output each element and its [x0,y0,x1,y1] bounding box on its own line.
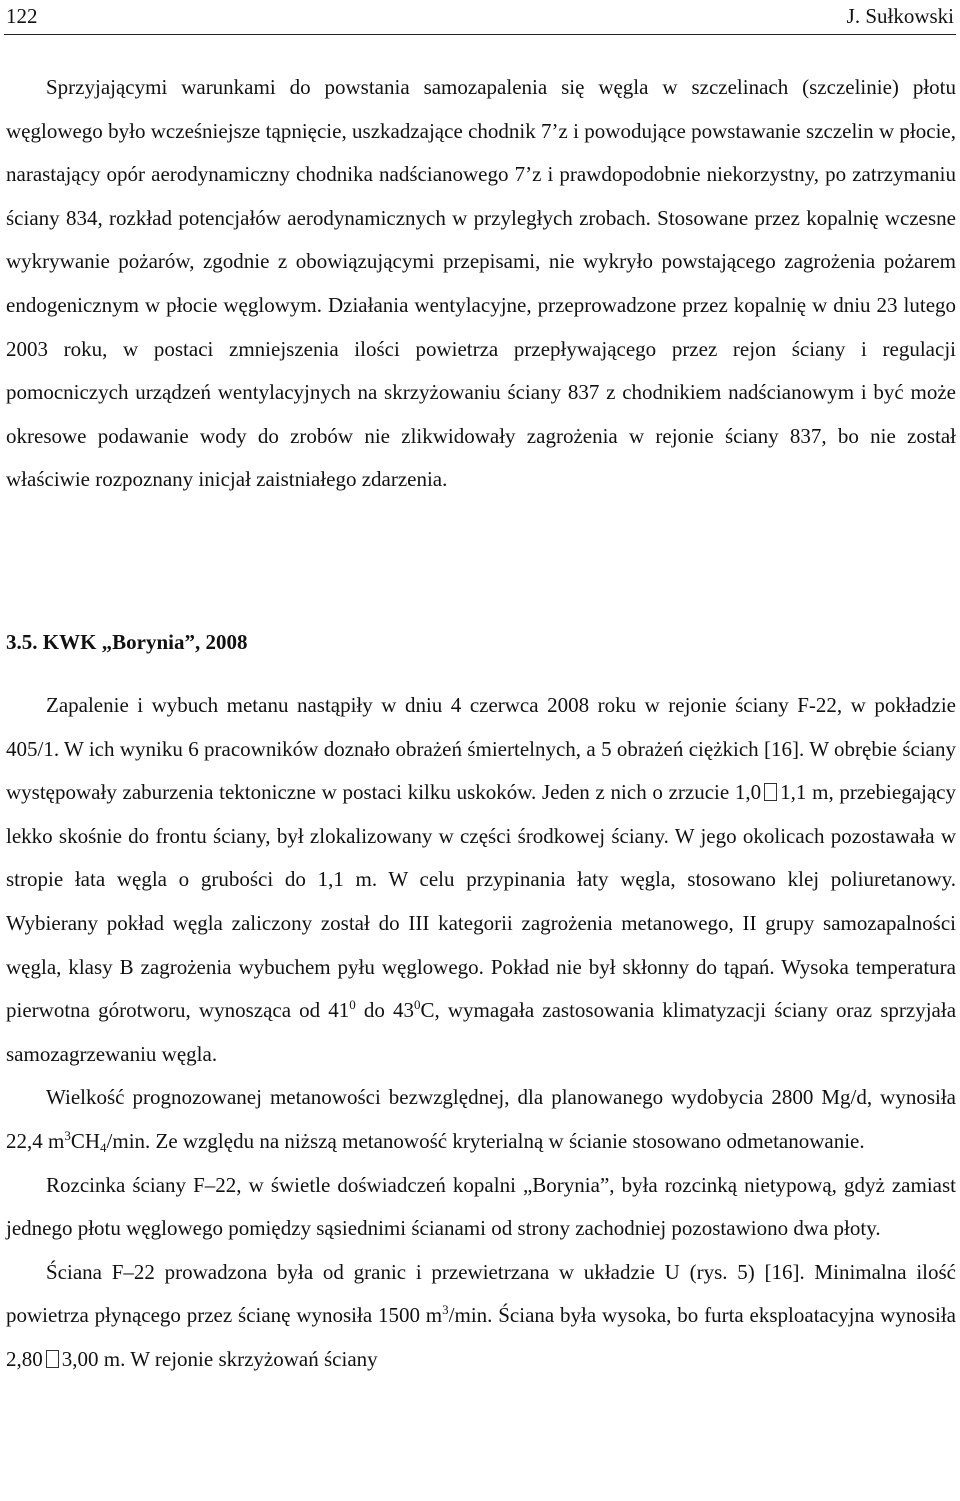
superscript: 0 [413,997,421,1013]
section-heading: 3.5. KWK „Borynia”, 2008 [6,630,248,654]
page-header [4,0,956,35]
paragraph-5-part-c: 3,00 m. W rejonie skrzyżowań ściany [61,1346,378,1371]
paragraph-2 [6,684,956,1076]
paragraph-3-part-c: /min. Ze względu na niższą metanowość kryterialną w ścianie stosowano odmetanowanie. [106,1128,865,1153]
missing-glyph-box-icon [46,1350,59,1368]
paragraph-1-sentence-1: Sprzyjającymi warunkami do powstania samozapalenia się węgla w szczelinach (szczelinie) płotu węglowego było wcześniejsze tąpnięcie, uszkadzające chodnik 7’z i powodujące powstawanie szczelin w płocie, narastający opór aerodynamiczny chodnika nadścianowego 7’z i prawdopodobnie niekorzystny, po zatrzymaniu ściany 834, rozkład potencjałów aerodynamicznych w przyległych zrobach. [6,75,956,230]
paragraph-2-part-a: Zapalenie i wybuch metanu nastąpiły w dniu 4 czerwca 2008 roku w rejonie ściany F-22, w pokładzie 405/1. W ich wyniku 6 pracowników doznało obrażeń śmiertelnych, a 5 obrażeń ciężkich [16]. W obrębie ściany występowały zaburzenia tektoniczne w postaci kilku uskoków. Jeden z nich o zrzucie 1,0 [6,693,956,805]
superscript: 3 [64,1127,71,1143]
superscript: 3 [442,1302,449,1318]
superscript: 0 [349,997,356,1013]
paragraph-2-part-b: 1,1 m, przebiegający lekko skośnie do frontu ściany, był zlokalizowany w części środkowej ściany. W jego okolicach pozostawała w stropie łata węgla o grubości do 1,1 m. W celu przypinania łaty węgla, stosowano klej poliuretanowy. Wybierany pokład węgla zaliczony został do III kategorii zagrożenia metanowego, II grupy samozapalności węgla, klasy B zagrożenia wybuchem pyłu węglowego. Pokład nie był skłonny do tąpań. Wysoka temperatura pierwotna górotworu, wynosząca od 41 [6,780,956,1023]
subscript: 4 [100,1139,107,1155]
text-block-section [6,684,956,1382]
paragraph-1-sentence-2: Stosowane przez kopalnię wczesne wykrywanie pożarów, zgodnie z obowiązującymi przepisami, nie wykryło powstającego zagrożenia pożarem endogenicznym w płocie węglowym. [6,205,956,317]
paragraph-3-part-b: CH [70,1128,101,1153]
missing-glyph-box-icon [764,783,777,801]
paragraph-5 [6,1251,956,1382]
paragraph-3 [6,1076,956,1163]
paragraph-1-sentence-3: Działania wentylacyjne, przeprowadzone przez kopalnię w dniu 23 lutego 2003 roku, w postaci zmniejszenia ilości powietrza przepływającego przez rejon ściany i regulacji pomocniczych urządzeń wentylacyjnych na skrzyżowaniu ściany 837 z chodnikiem nadścianowym i być może okresowe podawanie wody do zrobów nie zlikwidowały zagrożenia w rejonie ściany 837, bo nie został właściwie rozpoznany inicjał zaistniałego zdarzenia. [6,292,957,492]
paragraph-4: Rozcinka ściany F–22, w świetle doświadczeń kopalni „Borynia”, była rozcinką nietypową, gdyż zamiast jednego płotu węglowego pomiędzy sąsiednimi ścianami od strony zachodniej pozostawiono dwa płoty. [6,1172,956,1241]
paragraph-5-part-a: Ściana F–22 prowadzona była od granic i przewietrzana w układzie U (rys. 5) [16]. Minimalna ilość powietrza płynącego przez ścianę wynosiła 1500 m [6,1259,956,1328]
paragraph-2-part-c: do 43 [355,998,414,1023]
running-head-author: J. Sułkowski [846,4,954,28]
paragraph-3-part-a: Wielkość prognozowanej metanowości bezwzględnej, dla planowanego wydobycia 2800 Mg/d, wynosiła 22,4 m [6,1085,956,1153]
text-block-top [6,66,956,502]
paragraph-1 [6,66,956,502]
paragraph-2-part-d: C, wymagała zastosowania klimatyzacji ściany oraz sprzyjała samozagrzewaniu węgla. [6,998,957,1066]
paragraph-5-part-b: /min. Ściana była wysoka, bo furta eksploatacyjna wynosiła 2,80 [6,1303,956,1371]
page-number: 122 [6,4,38,28]
